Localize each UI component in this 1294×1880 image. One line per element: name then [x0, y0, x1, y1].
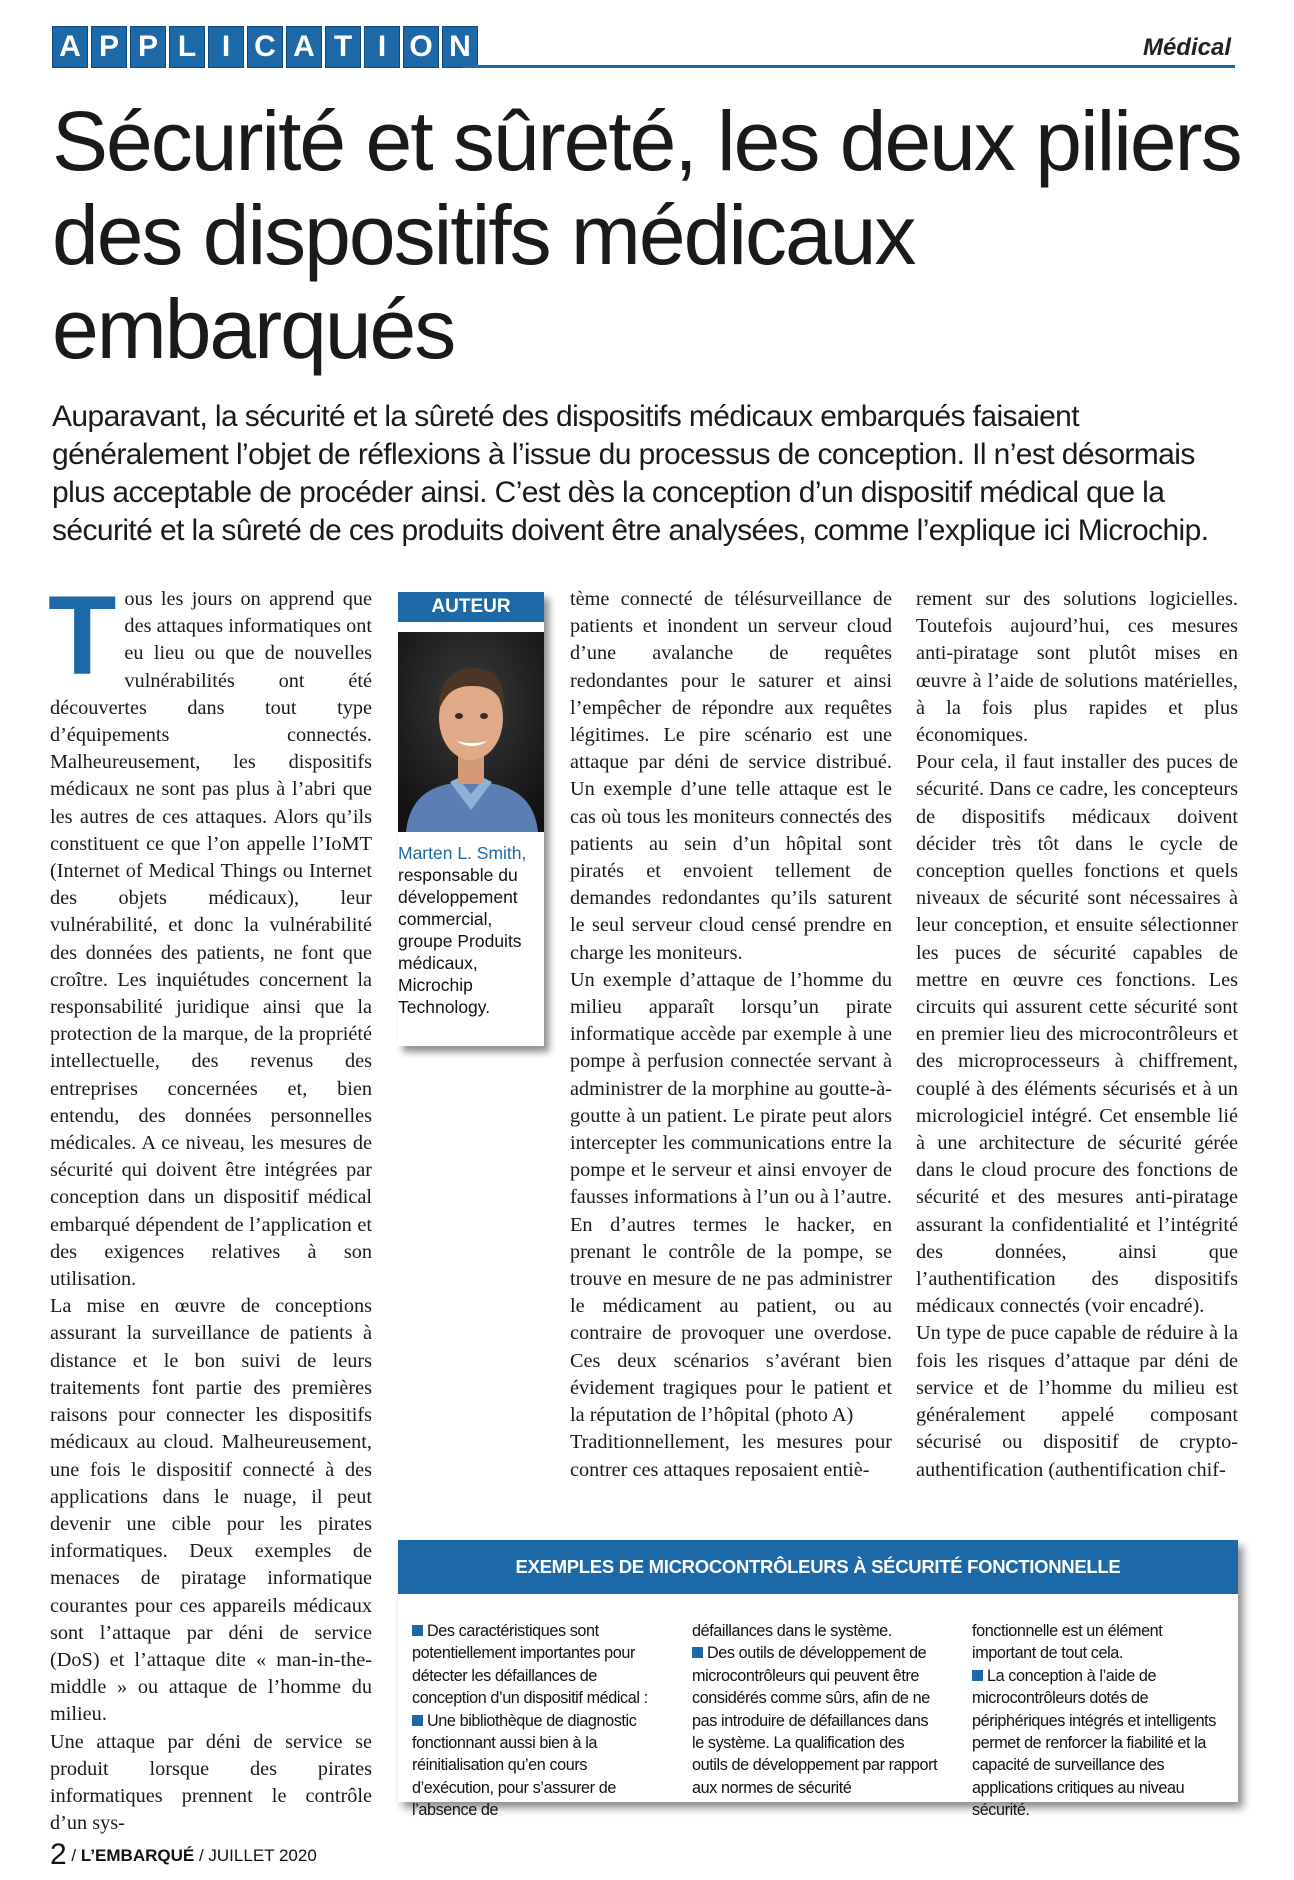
- rubric-letter: I: [364, 26, 400, 68]
- body-paragraph: ous les jours on apprend que des attaques informatiques ont eu lieu ou que de nouvelles vulnérabilités ont été découvertes dans tout type d’équipements connectés. Malheureusement, les dispositifs médicaux ne sont pas plus à l’abri que les autres de ces attaques. Alors qu’ils constituent ce que l’on appelle l’IoMT (Internet of Medical Things ou Internet des objets médicaux), leur vulnérabilité, et donc la vulnérabilité des données des patients, ne font que croître. Les inquiétudes concernent la responsabilité juridique ainsi que la protection de la marque, de la propriété intellectuelle, des revenus des entreprises concernées et, bien entendu, des données personnelles médicales. A ce niveau, les mesures de sécurité qui doivent être intégrées par conception dans un dispositif médical embarqué dépendent de l’application et des exigences relatives à son utilisation.: [50, 588, 372, 1291]
- author-role: responsable du développement commercial, groupe Produits médicaux, Microchip Technology.: [398, 865, 522, 1017]
- sidebar-box-title: EXEMPLES DE MICROCONTRÔLEURS À SÉCURITÉ FONCTIONNELLE: [398, 1540, 1238, 1594]
- sidebar-box-item: [972, 1620, 1218, 1665]
- sidebar-box-text: défaillances dans le système.: [692, 1622, 892, 1640]
- body-column-3: [570, 586, 892, 1484]
- footer-separator: /: [198, 1846, 209, 1865]
- body-paragraph: La mise en œuvre de conceptions assurant la surveillance de patients à distance et le bon suivi de leurs traitements font partie des premières raisons pour connecter les dispositifs médicaux au cloud. Malheureusement, une fois le dispositif connecté à des applications dans le nuage, il peut devenir une cible pour les pirates informatiques. Deux exemples de menaces de piratage informatique courantes pour ces appareils médicaux sont l’attaque par déni de service (DoS) et l’attaque dite « man-in-the-middle » ou attaque de l’homme du milieu.: [50, 1295, 372, 1726]
- square-bullet-icon: [972, 1670, 983, 1681]
- rubric-letter: P: [91, 26, 127, 68]
- rubric-letter: N: [442, 26, 478, 68]
- sidebar-box-item: [412, 1620, 658, 1710]
- square-bullet-icon: [692, 1647, 703, 1658]
- sidebar-box-text: Une bibliothèque de diagnostic fonctionnant aussi bien à la réinitialisation qu’en cours d’exécution, pour s’assurer de l’absence de: [412, 1711, 637, 1820]
- rubric-letter: O: [403, 26, 439, 68]
- rubric-letter: T: [325, 26, 361, 68]
- page-header: [52, 26, 1235, 70]
- square-bullet-icon: [412, 1715, 423, 1726]
- issue-date: JUILLET 2020: [208, 1846, 317, 1865]
- sidebar-box: [398, 1540, 1238, 1820]
- body-column-1: [48, 573, 372, 1837]
- body-paragraph: rement sur des solutions logicielles. Toutefois aujourd’hui, ces mesures anti-piratage sont plutôt mises en œuvre à l’aide de solutions matérielles, à la fois plus rapides et plus économiques.: [916, 588, 1238, 747]
- rubric-letter: L: [169, 26, 205, 68]
- rubric-letter: A: [286, 26, 322, 68]
- section-tag: Médical: [1142, 34, 1231, 61]
- sidebar-box-text: La conception à l’aide de microcontrôleurs dotés de périphériques intégrés et intelligents permet de renforcer la fiabilité et la capacité de surveillance des applications critiques au niveau sécurité.: [972, 1666, 1216, 1820]
- body-paragraph: tème connecté de télésurveillance de patients et inondent un serveur cloud d’une avalanche de requêtes redondantes pour le saturer et ainsi l’empêcher de répondre aux requêtes légitimes. Le pire scénario est une attaque par déni de service distribué. Un exemple d’une telle attaque est le cas où tous les moniteurs connectés des patients au sein d’un hôpital sont piratés et envoient tellement de demandes redondantes qu’ils saturent le seul serveur cloud censé prendre en charge les moniteurs.: [570, 588, 892, 964]
- sidebar-box-item: [692, 1642, 938, 1799]
- header-rule: [462, 65, 1235, 68]
- body-paragraph: Un exemple d’attaque de l’homme du milieu apparaît lorsqu’un pirate informatique accède par exemple à une pompe à perfusion connectée servant à administrer de la morphine au goutte-à-goutte à un patient. Le pirate peut alors intercepter les communications entre la pompe et le serveur et ainsi envoyer de fausses informations à l’un ou à l’autre. En d’autres termes le hacker, en prenant le contrôle de la pompe, se trouve en mesure de ne pas administrer le médicament au patient, ou au contraire de provoquer une overdose. Ces deux scénarios s’avérant bien évidement tragiques pour le patient et la réputation de l’hôpital (photo A): [570, 968, 892, 1427]
- rubric-letter: P: [130, 26, 166, 68]
- rubric-letter: C: [247, 26, 283, 68]
- body-paragraph: Traditionnellement, les mesures pour contrer ces attaques reposaient entiè-: [570, 1431, 892, 1481]
- body-paragraph: Une attaque par déni de service se produit lorsque des pirates informatiques prennent le contrôle d’un sys-: [50, 1730, 372, 1835]
- rubric-letter: I: [208, 26, 244, 68]
- magazine-name: L’EMBARQUÉ: [80, 1846, 195, 1865]
- sidebar-box-item: [972, 1665, 1218, 1822]
- article-title: Sécurité et sûreté, les deux piliers des dispositifs médicaux embarqués: [52, 94, 1241, 376]
- author-name: Marten L. Smith,: [398, 843, 527, 863]
- rubric-letter: A: [52, 26, 88, 68]
- sidebar-box-text: fonctionnelle est un élément important de tout cela.: [972, 1622, 1163, 1663]
- author-photo: [398, 632, 544, 832]
- article-lead: Auparavant, la sécurité et la sûreté des dispositifs médicaux embarqués faisaient généralement l’objet de réflexions à l’issue du processus de conception. Il n’est désormais plus acceptable de procéder ainsi. C’est dès la conception d’un dispositif médical que la sécurité et la sûreté de ces produits doivent être analysées, comme l’explique ici Microchip.: [52, 400, 1209, 547]
- footer-separator: /: [71, 1846, 81, 1865]
- page-footer: [50, 1838, 317, 1872]
- body-paragraph: Un type de puce capable de réduire à la fois les risques d’attaque par déni de service et de l’homme du milieu est généralement appelé composant sécurisé ou dispositif de crypto-authentification (authentification chif-: [916, 1322, 1238, 1481]
- author-label: AUTEUR: [398, 592, 544, 622]
- sidebar-box-column-3: [972, 1620, 1218, 1822]
- author-box: [398, 592, 544, 1046]
- sidebar-box-column-2: [692, 1620, 938, 1799]
- body-column-4: [916, 586, 1238, 1484]
- sidebar-box-item: [412, 1710, 658, 1822]
- rubric-application: [52, 26, 478, 68]
- sidebar-box-column-1: [412, 1620, 658, 1822]
- sidebar-box-item: [692, 1620, 938, 1642]
- page-number: 2: [50, 1838, 67, 1871]
- sidebar-box-text: Des outils de développement de microcontrôleurs qui peuvent être considérés comme sûrs, afin de ne pas introduire de défaillances dans le système. La qualification des outils de développement par rapport aux normes de sécurité: [692, 1644, 938, 1797]
- sidebar-box-text: Des caractéristiques sont potentiellement importantes pour détecter les défaillances de conception d’un dispositif médical :: [412, 1622, 648, 1708]
- drop-cap: T: [48, 573, 117, 698]
- body-paragraph: Pour cela, il faut installer des puces de sécurité. Dans ce cadre, les concepteurs de dispositifs médicaux doivent décider très tôt dans le cycle de conception quelles fonctions et quels niveaux de sécurité sont nécessaires à leur conception, et ensuite sélectionner les puces de sécurité capables de mettre en œuvre ces fonctions. Les circuits qui assurent cette sécurité sont en premier lieu des microcontrôleurs et des microprocesseurs à chiffrement, couplé à des éléments sécurisés et à un micrologiciel intégré. Cet ensemble lié à une architecture de sécurité gérée dans le cloud procure des fonctions de sécurité et des mesures anti-piratage assurant la confidentialité et l’intégrité des données, ainsi que l’authentification des dispositifs médicaux connectés (voir encadré).: [916, 751, 1238, 1318]
- square-bullet-icon: [412, 1625, 423, 1636]
